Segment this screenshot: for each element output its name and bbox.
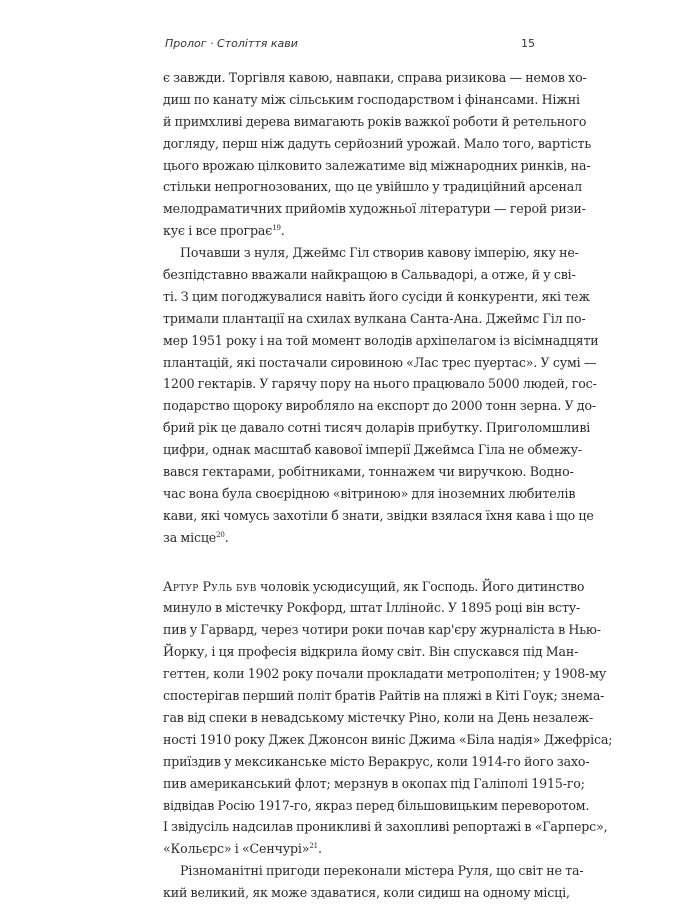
text-line: відвідав Росію 1917-го, якраз перед більшовицьким переворотом. <box>163 797 590 813</box>
line-text: кує і все програє <box>163 223 273 239</box>
section-break <box>163 549 537 576</box>
text-line: подарство щороку виробляло на експорт до 2000 тонн зерна. У до- <box>163 398 597 414</box>
line-text: за місце <box>163 529 217 545</box>
smallcaps-lead: Артур Руль був <box>163 578 257 594</box>
text-line: мер 1951 року і на той момент володів архіпелагом із вісімнадцяти <box>163 332 599 348</box>
paragraph-3 <box>163 576 613 861</box>
paragraph-1 <box>163 67 592 242</box>
text-line: й примхливі дерева вимагають років важкої роботи й ретельного <box>163 113 587 129</box>
text-line: спостерігав перший політ братів Райтів на пляжі в Кіті Гоук; знема- <box>163 688 605 704</box>
paragraph-4 <box>163 860 584 904</box>
text-line: догляду, перш ніж дадуть серйозний урожай. Мало того, вартість <box>163 135 592 151</box>
text-line: ті. З цим погоджувалися навіть його сусіди й конкуренти, які теж <box>163 288 590 304</box>
text-line: кави, які чомусь захотіли б знати, звідки взялася їхня кава і що це <box>163 507 594 523</box>
text-line: минуло в містечку Рокфорд, штат Іллінойс. У 1895 році він всту- <box>163 600 581 616</box>
body-text <box>163 67 613 904</box>
text-line: плантацій, які постачали сировиною «Лас трес пуертас». У сумі — <box>163 354 597 370</box>
text-line: пив американський флот; мерзнув в окопах під Галіполі 1915-го; <box>163 775 585 791</box>
running-head-title: Пролог · Століття кави <box>165 37 298 50</box>
text-line: за місце$^{20}$. <box>163 529 229 545</box>
text-line: кує і все програє$^{19}$. <box>163 223 285 239</box>
text-line: брий рік це давало сотні тисяч доларів прибутку. Приголомшливі <box>163 420 591 436</box>
line-text: «Кольєрс» і «Сенчурі» <box>163 841 310 857</box>
text-line: пив у Гарвард, через чотири роки почав кар'єру журналіста в Нью- <box>163 622 601 638</box>
text-line: безпідставно вважали найкращою в Сальвадорі, а отже, й у сві- <box>163 267 576 283</box>
text-line: геттен, коли 1902 року почали прокладати метрополітен; у 1908-му <box>163 666 607 682</box>
text-line: І звідусіль надсилав проникливі й захопливі репортажі в «Гарперс», <box>163 819 608 835</box>
text-line: стільки непрогнозованих, що це увійшло у традиційний арсенал <box>163 179 582 195</box>
text-line: «Кольєрс» і «Сенчурі»$^{21}$. <box>163 841 322 857</box>
text-line: є завжди. Торгівля кавою, навпаки, справа ризикова — немов хо- <box>163 70 587 85</box>
line-text: чоловік усюдисущий, як Господь. Його дитинство <box>256 578 585 594</box>
text-line: ності 1910 року Джек Джонсон виніс Джима «Біла надія» Джефріса; <box>163 731 613 747</box>
text-line: Йорку, і ця професія відкрила йому світ. Він спускався під Ман- <box>163 644 579 660</box>
text-line: тримали плантації на схилах вулкана Санта-Ана. Джеймс Гіл по- <box>163 310 586 326</box>
text-line: Почавши з нуля, Джеймс Гіл створив кавову імперію, яку не- <box>180 245 579 261</box>
text-line: приїздив у мексиканське місто Веракрус, коли 1914-го його захо- <box>163 753 590 769</box>
text-line: вався гектарами, робітниками, тоннажем чи виручкою. Водно- <box>163 464 574 480</box>
text-line: час вона була своєрідною «вітриною» для іноземних любителів <box>163 485 576 501</box>
running-head <box>163 37 537 55</box>
text-line: цього врожаю цілковито залежатиме від міжнародних ринків, на- <box>163 157 591 173</box>
page-number: 15 <box>521 37 535 50</box>
footnote-ref: 20 <box>216 530 225 539</box>
text-line <box>163 576 585 598</box>
text-line: мелодраматичних прийомів художньої літератури — герой ризи- <box>163 201 586 217</box>
footnote-ref: 21 <box>309 842 318 851</box>
text-line: диш по канату між сільським господарством і фінансами. Ніжні <box>163 91 580 107</box>
text-line: цифри, однак масштаб кавової імперії Джеймса Гіла не обмежу- <box>163 442 583 458</box>
text-line: 1200 гектарів. У гарячу пору на нього працювало 5000 людей, гос- <box>163 376 597 392</box>
paragraph-2 <box>163 242 599 548</box>
footnote-ref: 19 <box>272 224 281 233</box>
text-line: гав від спеки в невадському містечку Ріно, коли на День незалеж- <box>163 709 594 725</box>
text-line: Різноманітні пригоди переконали містера Руля, що світ не та- <box>180 863 584 879</box>
text-line: кий великий, як може здаватися, коли сидиш на одному місці, <box>163 885 570 901</box>
